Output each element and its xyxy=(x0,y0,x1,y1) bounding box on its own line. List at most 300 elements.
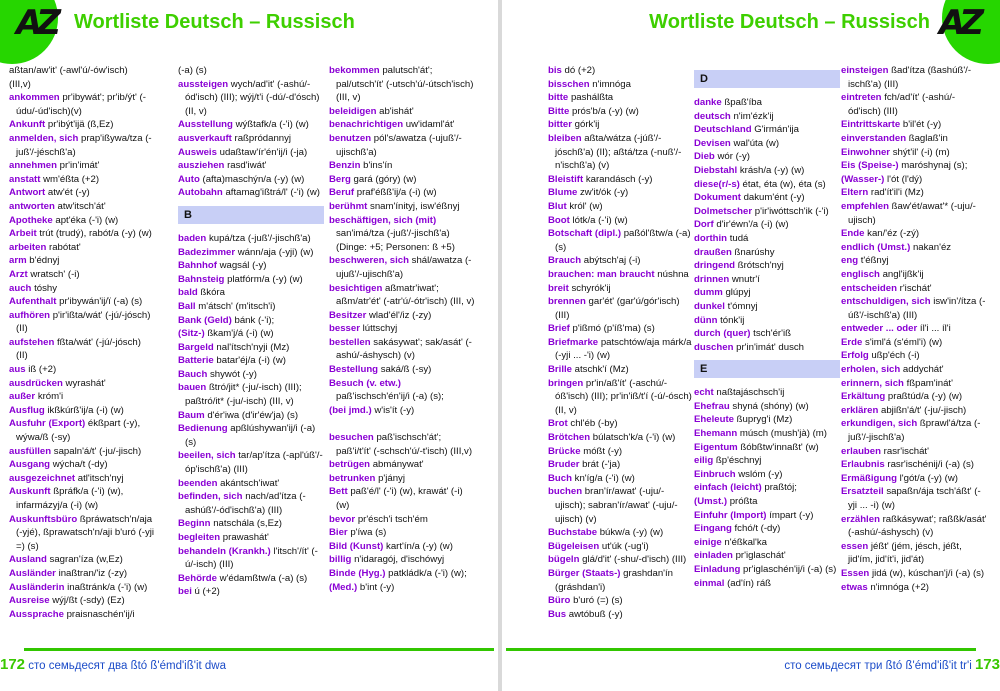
dictionary-entry xyxy=(548,417,694,431)
transliteration: atl'itsch'nyj xyxy=(77,472,124,484)
transliteration: p'ir'ißta/wát' (-jú/-jósch) (II) xyxy=(16,309,151,335)
dictionary-entry xyxy=(178,78,324,119)
dictionary-entry xyxy=(841,159,987,173)
transliteration: atw'ét (-y) xyxy=(47,187,90,199)
german-word: bleiben xyxy=(548,132,582,144)
dictionary-entry xyxy=(694,164,840,178)
transliteration: praisnaschén'ij/i xyxy=(66,608,135,620)
german-word: aus xyxy=(9,364,26,376)
transliteration: m'átsch' (m'itsch'i) xyxy=(198,300,276,312)
german-word: Aufenthalt xyxy=(9,296,57,308)
german-word: Bleistift xyxy=(548,173,584,185)
transliteration: akántsch'iwat' xyxy=(220,477,280,489)
transliteration: ßupryg'i (Mz) xyxy=(736,414,793,426)
dictionary-entry xyxy=(178,259,324,273)
transliteration: wýßtafk/a (-'i) (w) xyxy=(235,119,309,131)
transliteration: shýt'il' (-i) (m) xyxy=(892,146,950,158)
transliteration: shyná (shóny) (w) xyxy=(732,400,809,412)
dictionary-entry xyxy=(694,577,840,591)
transliteration: prós'b/a (-y) (w) xyxy=(572,105,639,117)
transliteration: król' (w) xyxy=(569,200,603,212)
transliteration: bánk (-'i); xyxy=(234,314,275,326)
german-word: Ankunft xyxy=(9,119,46,131)
dictionary-entry xyxy=(329,64,475,105)
dictionary-entry xyxy=(9,458,155,472)
dictionary-entry xyxy=(9,445,155,459)
dictionary-entry xyxy=(841,227,987,241)
german-word: eilig xyxy=(694,455,714,467)
dictionary-entry xyxy=(329,186,475,200)
transliteration: l'gót/a (-y) (w) xyxy=(899,472,958,484)
transliteration: ßpráfk/a (-'i) (w), infarmázyj/a (-i) (w) xyxy=(16,486,124,511)
dictionary-entry xyxy=(9,581,155,595)
transliteration: pr'iglaschén'ij/i (-a) (s) xyxy=(743,564,837,575)
german-word: Dorf xyxy=(694,219,714,231)
german-word: Erlaubnis xyxy=(841,459,885,471)
german-word: Apotheke xyxy=(9,214,53,226)
dictionary-entry xyxy=(548,268,694,282)
dictionary-entry xyxy=(694,341,840,355)
german-word: Buch xyxy=(548,472,572,484)
german-word: bekommen xyxy=(329,65,380,76)
german-word: Erde xyxy=(841,336,863,348)
transliteration: paß'ischsch'én'ij/i (-a) (s); xyxy=(336,391,444,403)
dictionary-entry xyxy=(694,327,840,341)
word-column xyxy=(548,64,694,621)
dictionary-entry xyxy=(9,227,155,241)
german-word: Deutschland xyxy=(694,124,752,136)
dictionary-entry xyxy=(548,214,694,228)
german-word: (Sitz-) xyxy=(178,328,205,340)
transliteration: platfórm/a (-y) (w) xyxy=(227,273,303,285)
dictionary-entry xyxy=(841,472,987,486)
german-word: ausfüllen xyxy=(9,445,52,457)
dictionary-entry xyxy=(329,377,475,404)
transliteration: wór (-y) xyxy=(717,151,750,163)
german-word: ausverkauft xyxy=(178,132,232,144)
transliteration: n'imnóga xyxy=(592,78,631,90)
transliteration: (afta)maschýn/a (-y) (w) xyxy=(202,173,305,185)
transliteration: sapaßn/ája tsch'áßt' (-yji ... -i) (w) xyxy=(848,486,981,511)
german-word: ausdrücken xyxy=(9,377,63,389)
dictionary-entry xyxy=(841,241,987,255)
dictionary-entry xyxy=(841,322,987,336)
german-word: aufhören xyxy=(9,309,51,321)
german-word: Erfolg xyxy=(841,350,869,362)
transliteration: p'ir'iwóttsch'ik (-'i) xyxy=(754,205,829,217)
right-page xyxy=(500,0,1000,691)
german-word: Benzin xyxy=(329,160,361,172)
german-word: brauchen: man braucht xyxy=(548,268,655,280)
german-word: bevor xyxy=(329,513,356,525)
german-word: beschweren, sich xyxy=(329,255,409,267)
dictionary-entry xyxy=(9,295,155,309)
german-word: befinden, sich xyxy=(178,491,243,503)
dictionary-entry xyxy=(694,218,840,232)
dictionary-entry xyxy=(9,513,155,554)
dictionary-entry xyxy=(841,363,987,377)
transliteration: fch/ad'ít' (-ashú/-ód'isch) (III) xyxy=(848,92,956,117)
transliteration: (III,v) xyxy=(9,78,31,90)
german-word: außer xyxy=(9,391,36,403)
german-word: Ausflug xyxy=(9,404,45,416)
german-word: (Umst.) xyxy=(694,496,728,508)
german-word: Auskunft xyxy=(9,486,51,498)
dictionary-entry xyxy=(329,254,475,281)
dictionary-entry xyxy=(329,309,475,323)
german-word: Ball xyxy=(178,300,196,312)
dictionary-entry xyxy=(178,422,324,449)
german-word: Ausreise xyxy=(9,595,50,607)
dictionary-entry xyxy=(694,400,840,414)
german-word: begleiten xyxy=(178,532,221,543)
dictionary-entry xyxy=(9,553,155,567)
dictionary-entry xyxy=(9,608,155,622)
dictionary-entry xyxy=(841,295,987,322)
german-word: (Med.) xyxy=(329,581,358,593)
german-word: Badezimmer xyxy=(178,246,236,258)
transliteration: brát (-'ja) xyxy=(582,459,621,471)
dictionary-entry xyxy=(329,322,475,336)
dictionary-entry xyxy=(329,214,475,255)
dictionary-entry xyxy=(548,91,694,105)
transliteration: s'iml'á (s'éml'i) (w) xyxy=(865,336,943,348)
transliteration: wal'úta (w) xyxy=(733,137,780,149)
transliteration: b'il'ét (-y) xyxy=(902,119,942,131)
dictionary-entry xyxy=(329,513,475,527)
german-word: Brücke xyxy=(548,445,581,457)
dictionary-entry xyxy=(548,118,694,132)
german-word: Bargeld xyxy=(178,341,214,353)
dictionary-entry xyxy=(329,581,475,595)
dictionary-entry xyxy=(329,404,475,418)
german-word: Beruf xyxy=(329,187,355,199)
dictionary-entry xyxy=(694,110,840,124)
transliteration: wyrashát' xyxy=(65,377,106,389)
german-word: Berg xyxy=(329,173,351,185)
transliteration: ßpráwatsch'n/aja (-yjé), ßprawatsch'n/aji b'uró (-yji =) (s) xyxy=(16,513,155,552)
german-word: Besitzer xyxy=(329,309,367,321)
german-word: Ersatzteil xyxy=(841,486,884,498)
transliteration: ßkam'j/á (-i) (w) xyxy=(207,328,274,340)
dictionary-entry xyxy=(694,191,840,205)
dictionary-entry xyxy=(841,417,987,444)
transliteration: atw'itsch'át' xyxy=(57,200,106,212)
german-word: bügeln xyxy=(548,554,580,566)
german-word: eintreten xyxy=(841,92,882,104)
transliteration: pól's/awatza (-ujuß'/-ujischß'a) xyxy=(336,132,462,158)
dictionary-entry xyxy=(178,381,324,408)
dictionary-entry xyxy=(9,91,155,118)
german-word: annehmen xyxy=(9,160,57,172)
transliteration: lúttschyj xyxy=(362,323,398,335)
dictionary-entry xyxy=(841,540,987,567)
transliteration: ßad'ítza (ßashúß'/-ischß'a) (III) xyxy=(848,65,972,90)
dictionary-entry xyxy=(178,300,324,314)
dictionary-entry xyxy=(9,309,155,336)
page-footer xyxy=(0,655,226,675)
german-word: buchen xyxy=(548,486,583,498)
german-word: Einbruch xyxy=(694,468,736,480)
german-word: Arbeit xyxy=(9,228,37,240)
transliteration: addychát' xyxy=(902,364,944,376)
german-word: Ausland xyxy=(9,554,47,566)
dictionary-entry xyxy=(178,186,324,200)
transliteration: núshna xyxy=(657,268,689,280)
german-word: Ausweis xyxy=(178,146,217,158)
transliteration: gará (góry) (w) xyxy=(353,173,417,185)
transliteration: ßrótsch'nyj xyxy=(737,260,784,272)
transliteration: praf'éßß'ij/a (-i) (w) xyxy=(356,187,437,199)
german-word: englisch xyxy=(841,268,880,280)
dictionary-entry xyxy=(841,485,987,512)
dictionary-entry xyxy=(178,368,324,382)
german-word: anmelden, sich xyxy=(9,132,79,144)
german-word: etwas xyxy=(841,581,868,593)
german-word: Bedienung xyxy=(178,423,228,435)
german-word: dumm xyxy=(694,287,723,299)
dictionary-entry xyxy=(178,341,324,355)
transliteration: músch (mush'jà) (m) xyxy=(739,428,827,440)
dictionary-entry xyxy=(9,254,155,268)
german-word: ausgezeichnet xyxy=(9,472,76,484)
german-word: Einfuhr (Import) xyxy=(694,509,767,521)
dictionary-entry xyxy=(9,282,155,296)
transliteration: ßaglaß'in xyxy=(908,132,948,144)
transliteration: ékßpart (-y), wýwa/ß (-sy) xyxy=(16,418,141,444)
german-word: erzählen xyxy=(841,513,880,525)
dictionary-entry xyxy=(694,205,840,219)
dictionary-entry xyxy=(178,132,324,146)
dictionary-entry xyxy=(694,454,840,468)
german-word: Binde (Hyg.) xyxy=(329,567,386,579)
german-word: arm xyxy=(9,255,27,267)
german-word: bis xyxy=(548,65,562,76)
dictionary-entry xyxy=(9,472,155,486)
transliteration: krásh/a (-y) (w) xyxy=(739,164,805,176)
dictionary-entry xyxy=(548,458,694,472)
page-title: Wortliste Deutsch – Russisch xyxy=(74,11,355,33)
transliteration: natschála (s,Ez) xyxy=(213,518,282,530)
german-word: Einladung xyxy=(694,564,741,575)
german-word: dünn xyxy=(694,314,718,326)
german-word: dringend xyxy=(694,260,736,272)
german-word: breit xyxy=(548,282,569,294)
dictionary-entry xyxy=(178,314,324,328)
german-word: Bruder xyxy=(548,459,580,471)
dictionary-entry xyxy=(841,445,987,459)
dictionary-entry xyxy=(329,553,475,567)
transliteration: jidá (w), kúschan'j/i (-a) (s) xyxy=(871,567,985,579)
transliteration: pr'ibywán'ij/ï (-a) (s) xyxy=(59,296,143,308)
dictionary-entry xyxy=(548,295,694,322)
dictionary-entry xyxy=(9,417,155,444)
german-word: drinnen xyxy=(694,273,730,285)
page-number: 172 xyxy=(0,656,26,673)
transliteration: ßnarúshy xyxy=(734,246,775,258)
dictionary-entry xyxy=(694,536,840,550)
transliteration: kn'íg/a (-'i) (w) xyxy=(574,472,635,484)
transliteration: raßpródannyj xyxy=(234,132,292,144)
german-word: beeilen, sich xyxy=(178,450,236,462)
dictionary-entry xyxy=(841,390,987,404)
transliteration: abjißn'á/t' (-ju/-jisch) xyxy=(881,404,967,416)
german-word: billig xyxy=(329,554,352,566)
transliteration: d'ér'iwa (d'ir'éw'ja) (s) xyxy=(207,409,299,421)
transliteration: t'éßnyj xyxy=(860,255,889,267)
transliteration: b'édnyj xyxy=(29,255,60,267)
dictionary-entry xyxy=(178,409,324,423)
dictionary-entry xyxy=(329,472,475,486)
dictionary-entry xyxy=(178,490,324,517)
german-word: entweder ... oder xyxy=(841,323,918,335)
page-number-text: сто семьдесят два ßtó ß'émd'iß'it dwa xyxy=(28,660,226,672)
german-word: Batterie xyxy=(178,355,214,367)
transliteration: apßlúshywan'ij/i (-a) (s) xyxy=(185,423,316,448)
german-word: Bauch xyxy=(178,368,208,380)
transliteration: paß'ischsch'át'; paß'i/t'ít' (-schsch'ú/-t'isch) (III,v) xyxy=(336,432,473,457)
german-word: Eheleute xyxy=(694,414,734,426)
german-word: Boot xyxy=(548,214,570,226)
german-word: diese(r/-s) xyxy=(694,178,740,190)
dictionary-entry xyxy=(548,526,694,540)
transliteration: rad'ít'il'i (Mz) xyxy=(870,187,924,199)
german-word: empfehlen xyxy=(841,200,889,212)
german-word: eng xyxy=(841,255,859,267)
transliteration: wych/ad'it' (-ashú/-ód'isch) (III); wýj/t'i (-dú/-d'ósch) (II, v) xyxy=(185,78,320,117)
german-word: beenden xyxy=(178,477,218,489)
german-word: antworten xyxy=(9,200,55,212)
dictionary-entry xyxy=(694,481,840,495)
german-word: berühmt xyxy=(329,200,368,212)
transliteration: palutsch'át'; pal/utsch'ít' (-utsch'ú/-útsch'isch) (III, v) xyxy=(336,65,474,104)
transliteration: aßtan/aw'it' (-awl'ú/-ów'isch) xyxy=(9,65,128,76)
footer-rule xyxy=(24,648,494,651)
german-word: Ausländerin xyxy=(9,581,65,593)
transliteration: kart'ín/a (-y) (w) xyxy=(386,540,453,552)
german-word: Briefmarke xyxy=(548,336,599,348)
dictionary-entry xyxy=(178,118,324,132)
az-logo: AZ xyxy=(939,3,978,43)
transliteration: pr'in/aß'ít' (-aschú/-óß'isch) (III); pr'in'iß/t'í (-ú/-ósch) (II, v) xyxy=(555,377,692,416)
word-column xyxy=(329,64,475,594)
german-word: arbeiten xyxy=(9,241,47,253)
dictionary-entry xyxy=(9,200,155,214)
transliteration: sakásywat'; sak/asát' (-ashú/-áshysch) (v) xyxy=(336,336,472,362)
transliteration: b'uró (=) (s) xyxy=(573,595,623,607)
german-word: bisschen xyxy=(548,78,590,90)
dictionary-entry xyxy=(841,200,987,227)
transliteration: wm'éßta (+2) xyxy=(43,173,100,185)
footer-rule xyxy=(506,648,976,651)
german-word: Brief xyxy=(548,323,570,335)
german-word: aussteigen xyxy=(178,78,229,90)
transliteration: pr'ibywát'; pr'ib/ýt' (-údu/-úd'isch)(v) xyxy=(16,92,146,117)
german-word: Bier xyxy=(329,527,348,539)
german-word: baden xyxy=(178,232,207,244)
german-word: Eigentum xyxy=(694,441,738,453)
german-word: Aussprache xyxy=(9,608,64,620)
dictionary-entry xyxy=(841,268,987,282)
dictionary-entry xyxy=(9,78,155,92)
german-word: einfach (leicht) xyxy=(694,482,762,494)
transliteration: l'ót (l'dý) xyxy=(887,173,923,185)
dictionary-entry xyxy=(9,268,155,282)
transliteration: sagran'íza (w,Ez) xyxy=(49,554,123,566)
german-word: Blume xyxy=(548,187,578,199)
german-word: Blut xyxy=(548,200,567,212)
dictionary-entry xyxy=(548,78,694,92)
german-word: deutsch xyxy=(694,110,731,122)
german-word: besuchen xyxy=(329,432,374,444)
dictionary-entry xyxy=(9,118,155,132)
section-header: B xyxy=(178,206,324,224)
german-word: Brot xyxy=(548,418,568,430)
dictionary-entry xyxy=(694,300,840,314)
german-word: Devisen xyxy=(694,137,731,149)
german-word: aufstehen xyxy=(9,336,55,348)
dictionary-entry xyxy=(329,540,475,554)
german-word: Dokument xyxy=(694,192,741,204)
transliteration: état, éta (w), éta (s) xyxy=(742,178,826,190)
german-word: dorthin xyxy=(694,232,728,244)
transliteration: gar'ét' (gar'ú/gór'isch) (III) xyxy=(555,296,680,321)
german-word: Eltern xyxy=(841,187,869,199)
dictionary-entry xyxy=(548,64,694,78)
dictionary-entry xyxy=(694,137,840,151)
german-word: bestellen xyxy=(329,336,371,348)
transliteration: inaßtran/'iz (-zy) xyxy=(58,567,128,579)
german-word: Antwort xyxy=(9,187,46,199)
german-word: Autobahn xyxy=(178,187,223,199)
german-word: Brötchen xyxy=(548,432,591,444)
page-title: Wortliste Deutsch – Russisch xyxy=(649,11,930,33)
transliteration: tóshy xyxy=(34,282,58,294)
transliteration: maróshynaj (s); xyxy=(901,160,968,172)
transliteration: (ad'ín) ráß xyxy=(727,577,772,589)
german-word: erlauben xyxy=(841,445,881,457)
dictionary-entry xyxy=(329,105,475,119)
transliteration: ßtró/jit* (-ju/-isch) (III); paßtró/it* (-ju/-isch) (III, v) xyxy=(185,382,302,408)
german-word: essen xyxy=(841,540,869,552)
transliteration: (-a) (s) xyxy=(178,65,207,76)
german-word: Bürger (Staats-) xyxy=(548,567,621,579)
transliteration: tar/ap'ítza (-apl'úß'/-óp'ischß'a) (III) xyxy=(185,450,323,476)
transliteration: króm'i xyxy=(37,391,64,403)
german-word: einladen xyxy=(694,550,733,562)
german-word: einsteigen xyxy=(841,65,889,76)
dictionary-entry xyxy=(548,105,694,119)
transliteration: praßtúd/a (-y) (w) xyxy=(887,391,963,403)
transliteration: ßprawl'á/tza (-juß'/-jischß'a) xyxy=(848,418,981,444)
transliteration: ímpart (-y) xyxy=(769,509,814,521)
dictionary-entry xyxy=(694,509,840,523)
section-header: D xyxy=(694,70,840,88)
german-word: Auto xyxy=(178,173,200,185)
dictionary-entry xyxy=(329,159,475,173)
dictionary-entry xyxy=(9,173,155,187)
german-word: Diebstahl xyxy=(694,164,738,176)
dictionary-entry xyxy=(694,563,840,577)
transliteration: san'imá/tza (-juß'/-jischß'a) (Dinge: +5; Personen: ß +5) xyxy=(336,228,455,253)
transliteration: aftamag'ißtrá/l' (-'i) (w) xyxy=(225,187,320,199)
transliteration: górk'ij xyxy=(574,119,600,131)
german-word: Baum xyxy=(178,409,205,421)
dictionary-entry xyxy=(548,485,694,526)
transliteration: r'ischát' xyxy=(899,282,932,294)
german-word: Auskunftsbüro xyxy=(9,513,78,525)
transliteration: pr'ésch'i tsch'ém xyxy=(357,513,428,525)
